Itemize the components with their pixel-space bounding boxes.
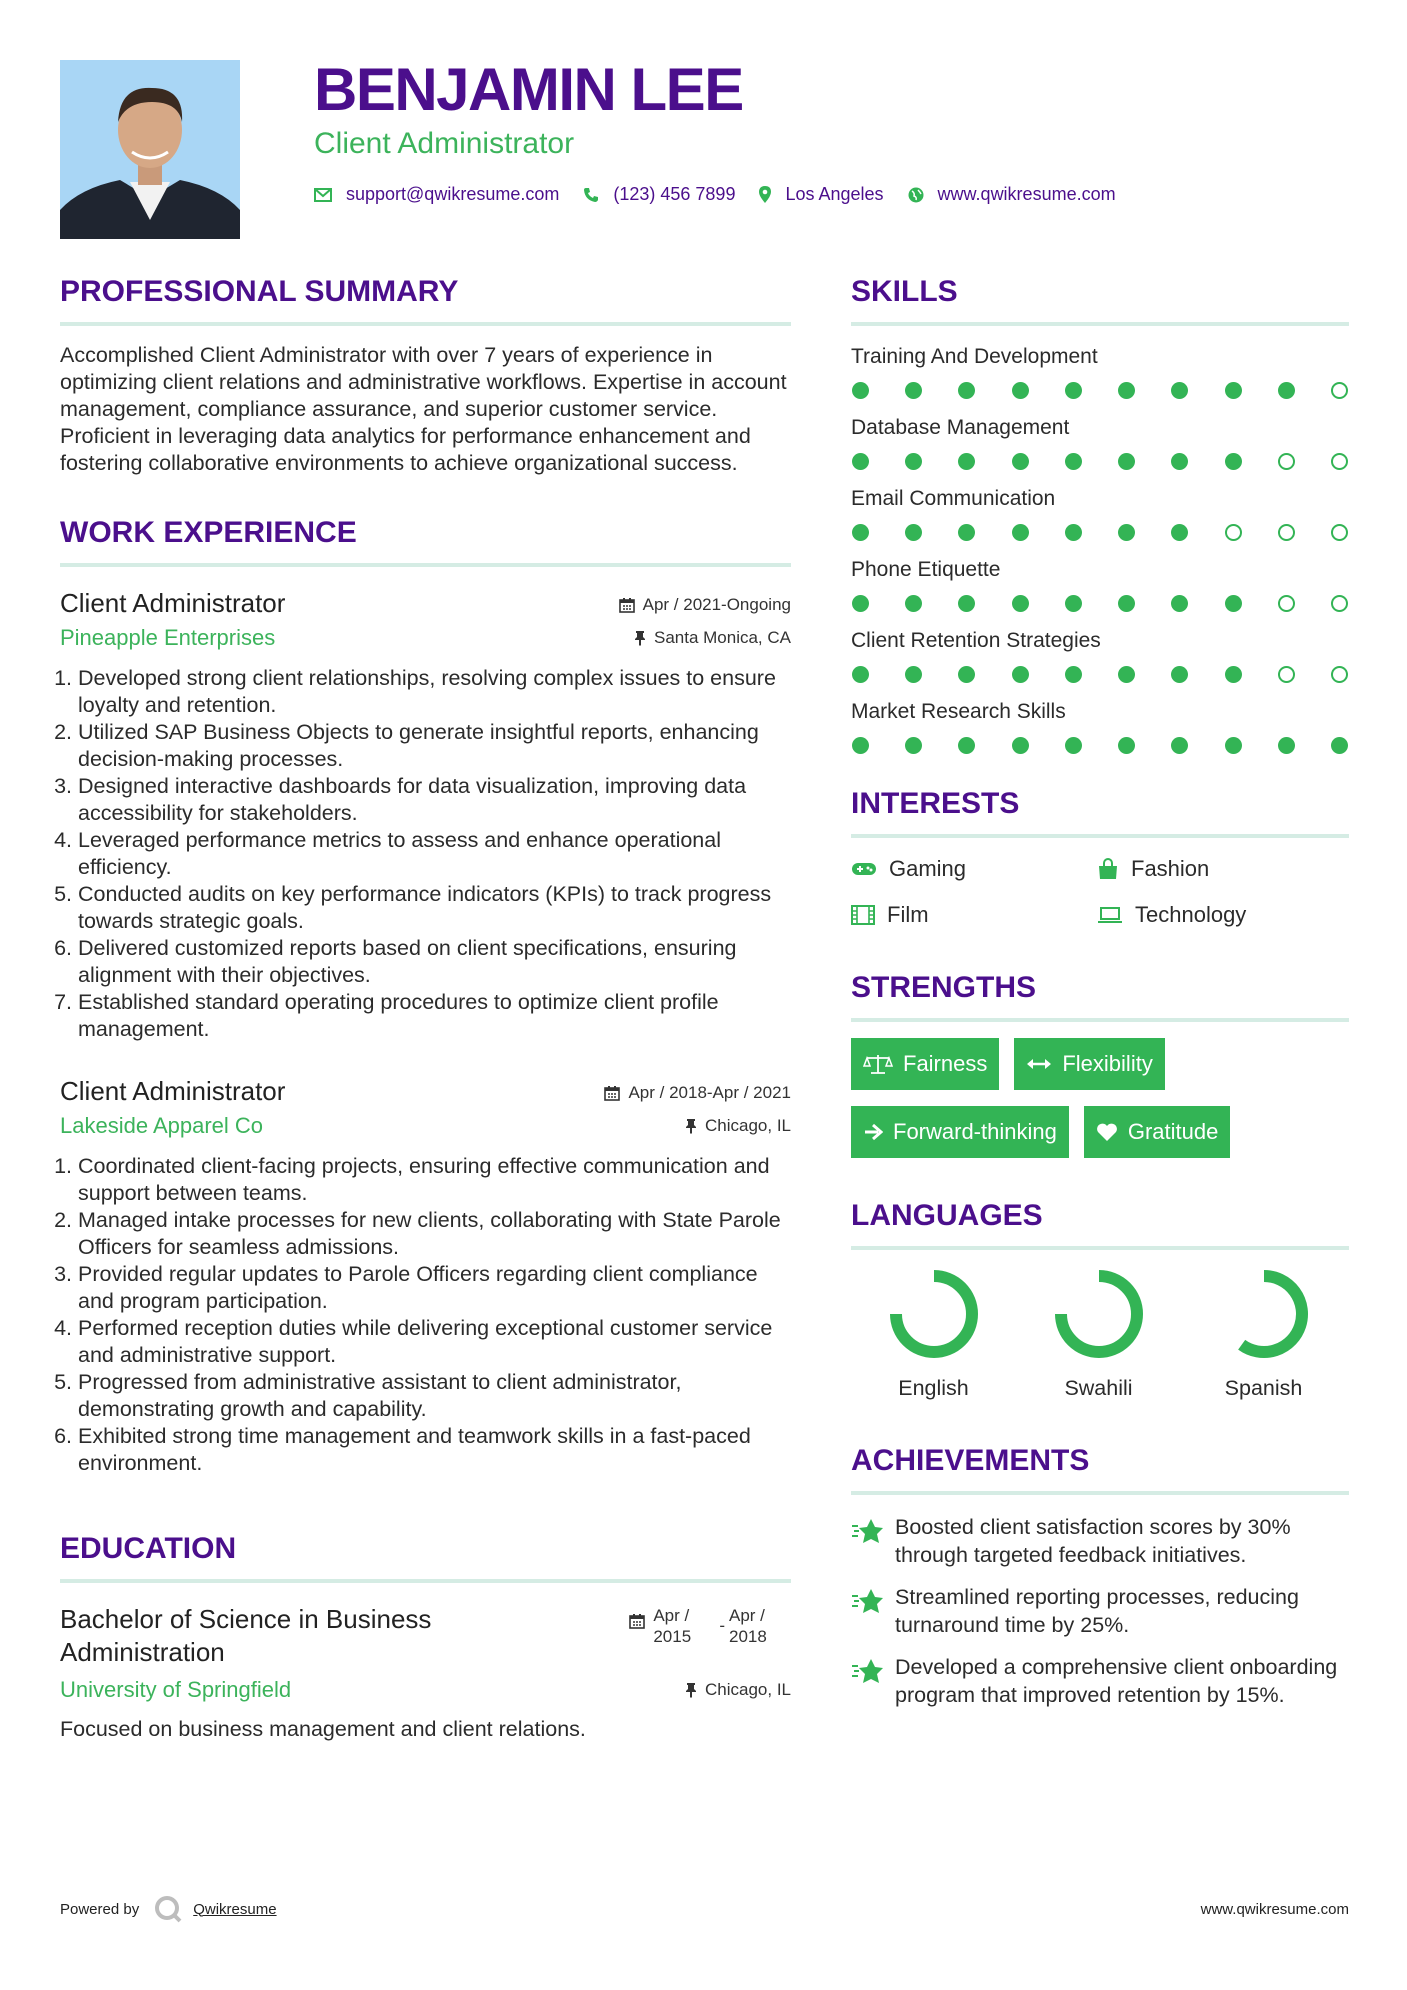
skill-dot-filled xyxy=(1278,737,1295,754)
phone-icon xyxy=(583,187,599,203)
skill-dot-filled xyxy=(1012,666,1029,683)
skill-dot-filled xyxy=(1012,382,1029,399)
gamepad-icon xyxy=(851,860,877,878)
skill-dot-filled xyxy=(1065,453,1082,470)
star-icon xyxy=(851,1587,885,1615)
job-title: Client Administrator xyxy=(60,588,286,618)
skill-item xyxy=(851,486,1349,541)
education-description: Focused on business management and client relations. xyxy=(60,1717,586,1741)
contact-website[interactable] xyxy=(908,184,1116,205)
achievement-text: Streamlined reporting processes, reducing turnaround time by 25%. xyxy=(895,1585,1299,1637)
skill-name: Database Management xyxy=(851,416,1070,439)
list-item: 1. Developed strong client relationships, resolving complex issues to ensure loyalty and retention. xyxy=(78,665,791,719)
achievements-section xyxy=(851,1441,1349,1709)
skill-item xyxy=(851,415,1349,470)
powered-by-text: Powered by xyxy=(60,1900,140,1918)
section-heading: WORK EXPERIENCE xyxy=(60,516,357,549)
education-end-date: Apr / 2018 xyxy=(729,1606,767,1646)
summary-section xyxy=(60,272,791,477)
skill-rating xyxy=(851,666,1349,683)
pushpin-icon xyxy=(685,1682,697,1698)
company-name: Pineapple Enterprises xyxy=(60,625,276,650)
skill-dot-filled xyxy=(958,595,975,612)
job-date-text: Apr / 2021-Ongoing xyxy=(642,595,791,614)
skill-dot-filled xyxy=(905,524,922,541)
person-photo-icon xyxy=(60,60,240,239)
language-level-arc xyxy=(1241,1276,1301,1352)
calendar-icon xyxy=(619,597,635,613)
section-heading: PROFESSIONAL SUMMARY xyxy=(60,275,459,308)
skill-dot-filled xyxy=(1225,737,1242,754)
film-icon xyxy=(851,905,875,925)
contact-bar xyxy=(314,184,1354,205)
skill-dot-filled xyxy=(905,666,922,683)
section-heading: INTERESTS xyxy=(851,787,1020,820)
language-level-arc xyxy=(1061,1276,1137,1352)
language-level-ring xyxy=(1216,1266,1312,1362)
section-divider xyxy=(60,322,791,326)
skill-dot-filled xyxy=(958,524,975,541)
strength-label: Gratitude xyxy=(1127,1119,1219,1144)
interests-section xyxy=(851,784,1349,930)
job-date-text: Apr / 2018-Apr / 2021 xyxy=(628,1083,791,1102)
skill-dot-empty xyxy=(1331,453,1348,470)
achievement-text: Developed a comprehensive client onboarding program that improved retention by 15%. xyxy=(895,1655,1338,1707)
skill-dot-filled xyxy=(1225,453,1242,470)
skill-item xyxy=(851,344,1349,399)
website-text: www.qwikresume.com xyxy=(937,184,1116,204)
skill-name: Training And Development xyxy=(851,345,1098,368)
strengths-section xyxy=(851,968,1349,1158)
skill-dot-filled xyxy=(1065,666,1082,683)
degree-title: Bachelor of Science in Business Administration xyxy=(60,1604,432,1667)
profile-photo xyxy=(60,60,240,239)
list-item: 2. Utilized SAP Business Objects to generate insightful reports, enhancing decision-making processes. xyxy=(78,719,791,773)
left-column xyxy=(60,272,791,1743)
laptop-icon xyxy=(1097,906,1123,924)
section-divider xyxy=(851,322,1349,326)
list-item: 5. Progressed from administrative assistant to client administrator, demonstrating growth and capability. xyxy=(78,1369,791,1423)
contact-location xyxy=(759,184,883,205)
job-location xyxy=(634,628,791,648)
company-name: Lakeside Apparel Co xyxy=(60,1113,264,1138)
skills-section xyxy=(851,272,1349,754)
skill-dot-filled xyxy=(1171,666,1188,683)
skill-dot-filled xyxy=(958,666,975,683)
skill-name: Phone Etiquette xyxy=(851,558,1001,581)
skill-dot-filled xyxy=(1012,595,1029,612)
section-divider xyxy=(60,563,791,567)
strength-badge xyxy=(851,1106,1069,1158)
skill-dot-empty xyxy=(1278,595,1295,612)
achievement-item xyxy=(851,1653,1349,1709)
skill-dot-filled xyxy=(1065,524,1082,541)
skill-dot-filled xyxy=(852,595,869,612)
skill-dot-filled xyxy=(1278,382,1295,399)
skill-dot-empty xyxy=(1278,666,1295,683)
interest-item xyxy=(851,900,1097,930)
skill-dot-empty xyxy=(1225,524,1242,541)
list-item: 7. Established standard operating procedures to optimize client profile management. xyxy=(78,989,791,1043)
education-start-date: Apr / 2015 xyxy=(653,1606,692,1646)
skill-dot-filled xyxy=(1118,666,1135,683)
job-location-text: Chicago, IL xyxy=(705,1116,791,1135)
strength-label: Fairness xyxy=(903,1051,988,1076)
skill-dot-filled xyxy=(852,524,869,541)
brand-link[interactable]: Qwikresume xyxy=(193,1900,277,1918)
skill-dot-filled xyxy=(1225,595,1242,612)
skill-dot-filled xyxy=(1065,595,1082,612)
skill-dot-filled xyxy=(1171,453,1188,470)
section-heading: EDUCATION xyxy=(60,1532,237,1565)
skill-rating xyxy=(851,453,1349,470)
shopping-bag-icon xyxy=(1097,858,1119,880)
skill-dot-filled xyxy=(1225,666,1242,683)
job-location xyxy=(685,1116,791,1136)
section-divider xyxy=(851,1491,1349,1495)
skill-dot-filled xyxy=(1118,453,1135,470)
skill-dot-filled xyxy=(1225,382,1242,399)
language-level-ring xyxy=(1051,1266,1147,1362)
candidate-name: BENJAMIN LEE xyxy=(314,56,743,123)
duty-list xyxy=(60,1153,791,1477)
skills-list xyxy=(851,344,1349,754)
skill-rating xyxy=(851,524,1349,541)
skill-dot-filled xyxy=(1118,382,1135,399)
arrows-horizontal-icon xyxy=(1026,1057,1052,1071)
list-item: 6. Exhibited strong time management and teamwork skills in a fast-paced environment. xyxy=(78,1423,791,1477)
interest-label: Technology xyxy=(1135,902,1247,927)
skill-dot-filled xyxy=(1012,453,1029,470)
calendar-icon xyxy=(604,1085,620,1101)
job-title: Client Administrator xyxy=(60,1076,286,1106)
skill-dot-filled xyxy=(852,737,869,754)
strength-label: Flexibility xyxy=(1062,1051,1153,1076)
skill-dot-empty xyxy=(1278,524,1295,541)
list-item: 3. Provided regular updates to Parole Officers regarding client compliance and program participation. xyxy=(78,1261,791,1315)
envelope-icon xyxy=(314,188,332,202)
section-divider xyxy=(851,834,1349,838)
interest-label: Film xyxy=(887,902,929,927)
location-text: Los Angeles xyxy=(785,184,884,204)
skill-dot-filled xyxy=(1012,737,1029,754)
skill-name: Email Communication xyxy=(851,487,1056,510)
skill-dot-filled xyxy=(1171,524,1188,541)
skill-dot-filled xyxy=(1118,524,1135,541)
skill-dot-filled xyxy=(958,737,975,754)
skill-dot-filled xyxy=(1012,524,1029,541)
skill-dot-filled xyxy=(958,453,975,470)
section-heading: SKILLS xyxy=(851,275,958,308)
skill-dot-filled xyxy=(1171,595,1188,612)
map-marker-icon xyxy=(759,186,771,203)
skill-dot-filled xyxy=(1065,737,1082,754)
education-dates xyxy=(629,1605,791,1647)
skill-item xyxy=(851,628,1349,683)
list-item: 4. Performed reception duties while delivering exceptional customer service and administrative support. xyxy=(78,1315,791,1369)
section-heading: LANGUAGES xyxy=(851,1199,1043,1232)
school-location-text: Chicago, IL xyxy=(705,1680,791,1699)
job-date xyxy=(604,1083,791,1103)
skill-dot-empty xyxy=(1331,524,1348,541)
contact-phone[interactable] xyxy=(583,184,735,205)
arrow-right-icon xyxy=(863,1123,883,1141)
work-experience-section xyxy=(60,513,791,1477)
list-item: 1. Coordinated client-facing projects, ensuring effective communication and support between teams. xyxy=(78,1153,791,1207)
job-entry xyxy=(60,587,791,1043)
calendar-icon xyxy=(629,1613,645,1629)
right-column xyxy=(851,272,1349,1723)
interest-item xyxy=(1097,900,1343,930)
skill-item xyxy=(851,699,1349,754)
skill-item xyxy=(851,557,1349,612)
school-name: University of Springfield xyxy=(60,1677,292,1702)
language-item xyxy=(851,1266,1016,1401)
language-level-ring xyxy=(886,1266,982,1362)
footer-website[interactable]: www.qwikresume.com xyxy=(1200,1900,1349,1918)
page-footer xyxy=(60,1894,1349,1924)
section-divider xyxy=(851,1246,1349,1250)
skill-dot-filled xyxy=(1118,737,1135,754)
list-item: 6. Delivered customized reports based on client specifications, ensuring alignment with their objectives. xyxy=(78,935,791,989)
skill-dot-filled xyxy=(905,453,922,470)
strength-label: Forward-thinking xyxy=(893,1119,1057,1144)
skill-dot-empty xyxy=(1331,382,1348,399)
globe-icon xyxy=(908,187,924,203)
language-name: Spanish xyxy=(1224,1376,1303,1400)
skill-dot-filled xyxy=(905,737,922,754)
interest-item xyxy=(851,854,1097,884)
qwikresume-logo-icon xyxy=(153,1894,183,1924)
strength-badge xyxy=(1084,1106,1231,1158)
skill-name: Market Research Skills xyxy=(851,700,1066,723)
interest-label: Fashion xyxy=(1131,856,1210,881)
email-text: support@qwikresume.com xyxy=(346,184,560,204)
list-item: 3. Designed interactive dashboards for data visualization, improving data accessibility for stakeholders. xyxy=(78,773,791,827)
skill-rating xyxy=(851,382,1349,399)
list-item: 5. Conducted audits on key performance indicators (KPIs) to track progress towards strategic goals. xyxy=(78,881,791,935)
summary-text: Accomplished Client Administrator with over 7 years of experience in optimizing client relations and administrative workflows. Expertise in account management, compliance assurance, and superior customer service. Proficient in leveraging data analytics for performance enhancement and fostering collaborative environments to achieve organizational success. xyxy=(60,343,787,475)
achievement-item xyxy=(851,1513,1349,1569)
language-item xyxy=(1016,1266,1181,1401)
duty-list xyxy=(60,665,791,1043)
skill-dot-filled xyxy=(958,382,975,399)
contact-email[interactable] xyxy=(314,184,559,205)
candidate-title: Client Administrator xyxy=(314,127,575,160)
section-heading: ACHIEVEMENTS xyxy=(851,1444,1090,1477)
balance-scale-icon xyxy=(863,1053,893,1075)
skill-dot-filled xyxy=(852,382,869,399)
job-date xyxy=(619,595,791,615)
skill-dot-empty xyxy=(1331,595,1348,612)
skill-dot-filled xyxy=(1118,595,1135,612)
skill-dot-filled xyxy=(905,595,922,612)
heart-icon xyxy=(1096,1122,1118,1142)
skill-dot-filled xyxy=(852,453,869,470)
skill-dot-filled xyxy=(1171,382,1188,399)
interest-item xyxy=(1097,854,1343,884)
resume-header xyxy=(314,56,1354,205)
achievement-text: Boosted client satisfaction scores by 30% through targeted feedback initiatives. xyxy=(895,1515,1291,1567)
star-icon xyxy=(851,1517,885,1545)
skill-dot-empty xyxy=(1331,666,1348,683)
skill-rating xyxy=(851,737,1349,754)
skill-dot-filled xyxy=(852,666,869,683)
skill-dot-filled xyxy=(1331,737,1348,754)
pushpin-icon xyxy=(634,630,646,646)
language-item xyxy=(1181,1266,1346,1401)
section-divider xyxy=(851,1018,1349,1022)
language-name: Swahili xyxy=(1064,1376,1133,1400)
pushpin-icon xyxy=(685,1118,697,1134)
section-heading: STRENGTHS xyxy=(851,971,1037,1004)
language-name: English xyxy=(898,1376,969,1400)
school-location xyxy=(685,1680,791,1700)
skill-dot-filled xyxy=(1065,382,1082,399)
education-section xyxy=(60,1529,791,1743)
job-location-text: Santa Monica, CA xyxy=(653,628,791,647)
list-item: 2. Managed intake processes for new clients, collaborating with State Parole Officers for seamless admissions. xyxy=(78,1207,791,1261)
skill-dot-filled xyxy=(1171,737,1188,754)
list-item: 4. Leveraged performance metrics to assess and enhance operational efficiency. xyxy=(78,827,791,881)
strength-badge xyxy=(851,1038,999,1090)
skill-dot-filled xyxy=(905,382,922,399)
languages-section xyxy=(851,1196,1349,1401)
skill-dot-empty xyxy=(1278,453,1295,470)
star-icon xyxy=(851,1657,885,1685)
achievement-item xyxy=(851,1583,1349,1639)
skill-name: Client Retention Strategies xyxy=(851,629,1101,652)
interest-label: Gaming xyxy=(889,856,967,881)
strength-badge xyxy=(1014,1038,1164,1090)
date-separator: - xyxy=(719,1616,725,1635)
phone-text: (123) 456 7899 xyxy=(613,184,736,204)
section-divider xyxy=(60,1579,791,1583)
powered-by xyxy=(60,1894,277,1924)
language-level-arc xyxy=(896,1276,972,1352)
job-entry xyxy=(60,1075,791,1477)
skill-rating xyxy=(851,595,1349,612)
